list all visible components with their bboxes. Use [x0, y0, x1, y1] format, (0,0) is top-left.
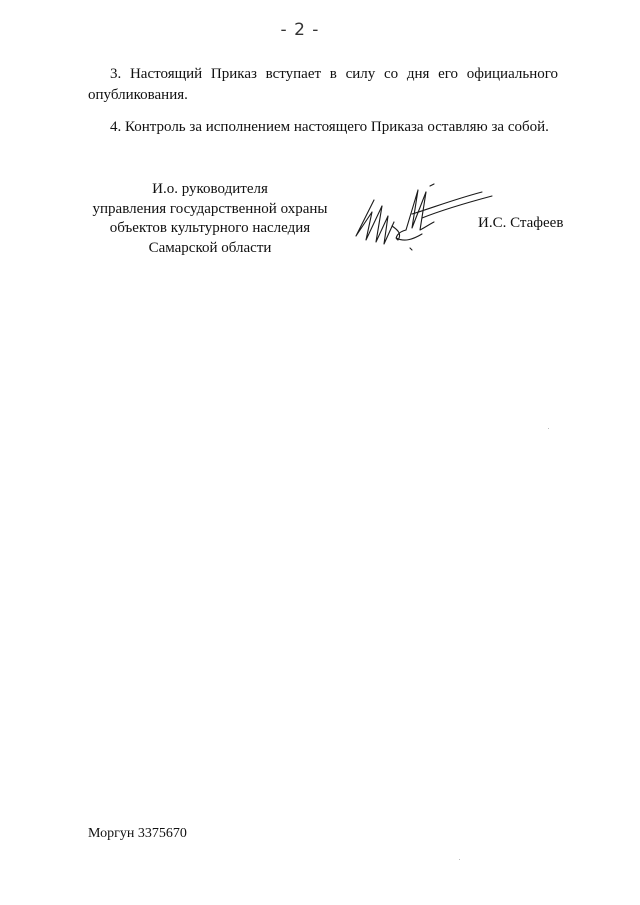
- signatory-position-line-2: управления государственной охраны: [92, 200, 328, 217]
- scan-speck: [459, 859, 460, 860]
- paragraph-3: 3. Настоящий Приказ вступает в силу со дня его официального опубликования.: [88, 66, 558, 103]
- signatory-name: И.С. Стафеев: [478, 215, 564, 231]
- page-number: - 2 -: [280, 20, 320, 40]
- signatory-position-line-4: Самарской области: [148, 239, 272, 256]
- signatory-position-line-1: И.о. руководителя: [152, 181, 268, 197]
- signatory-position-line-3: объектов культурного наследия: [109, 220, 311, 236]
- paragraph-4: 4. Контроль за исполнением настоящего Приказа оставляю за собой.: [110, 119, 549, 135]
- executor-note: Моргун 3375670: [88, 826, 187, 841]
- signatory-position: [80, 180, 340, 258]
- scan-speck: [548, 428, 549, 429]
